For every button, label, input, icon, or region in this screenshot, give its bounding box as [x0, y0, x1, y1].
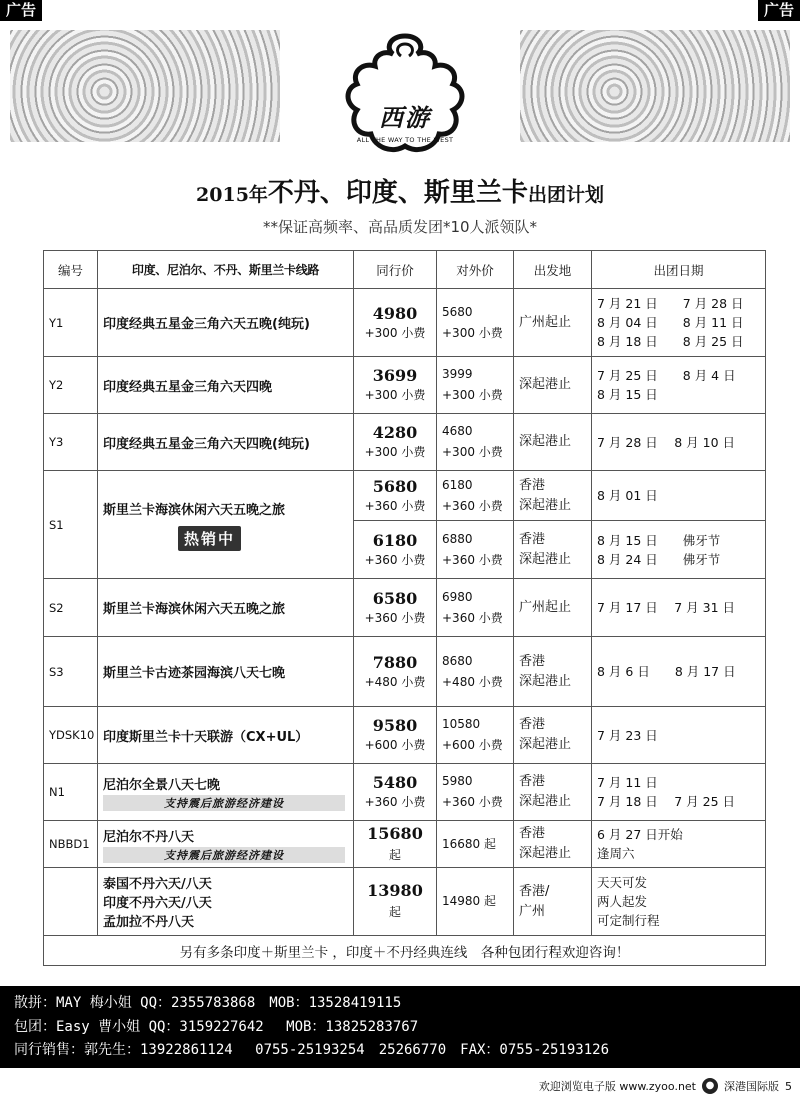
route-name: 斯里兰卡古迹茶园海滨八天七晚: [103, 666, 286, 681]
peer-tip-fee: +360 小费: [364, 795, 426, 809]
ext-price: 16680 起: [442, 836, 496, 851]
peer-price-cell: [354, 289, 437, 357]
ext-tip-fee: +300 小费: [442, 325, 503, 340]
departure-date: 8 月 01 日: [597, 488, 658, 503]
peer-price-cell: [354, 707, 437, 764]
depart-city: 香港 深起港止: [519, 826, 572, 861]
route-code: S1: [44, 471, 98, 579]
ad-tag-right: 广告: [758, 0, 800, 21]
dates-cell: [592, 471, 766, 521]
departure-date: 可定制行程: [597, 913, 660, 928]
header-ext-price: 对外价: [437, 251, 514, 289]
contact-line: 同行销售：郭先生：13922861124 0755-25193254 25266770 FAX：0755-25193126: [14, 1042, 610, 1058]
departure-date: 天天可发: [597, 875, 648, 890]
header-dates: 出团日期: [592, 251, 766, 289]
peer-price: [359, 881, 431, 922]
depart-cell: [514, 289, 592, 357]
table-row: [44, 637, 766, 707]
peer-price-cell: [354, 521, 437, 579]
route-name: 印度经典五星金三角六天四晚(纯玩): [103, 436, 310, 452]
ad-tag-left: 广告: [0, 0, 42, 21]
peer-price-number: 5680: [372, 476, 418, 496]
departure-date: 7 月 23 日: [597, 727, 658, 743]
peer-tip-fee: +360 小费: [364, 498, 426, 513]
ext-price: 6180: [442, 477, 473, 492]
peer-price-cell: [354, 821, 437, 868]
route-code: YDSK10: [44, 707, 98, 764]
route-name-cell: [98, 579, 354, 637]
departure-date: 两人起发: [597, 894, 648, 909]
table-row: [44, 821, 766, 868]
departure-date: 7 月 18 日 7 月 25 日: [597, 794, 736, 809]
table-row: [44, 414, 766, 471]
peer-price: [359, 304, 431, 324]
route-name: 印度斯里兰卡十天联游（CX+UL）: [103, 729, 309, 745]
peer-price-number: 15680: [367, 823, 423, 843]
ext-tip-fee: +360 小费: [442, 498, 503, 513]
ext-price-cell: [437, 414, 514, 471]
departure-date: 8 月 24 日 佛牙节: [597, 551, 721, 567]
header-banner: [10, 30, 790, 160]
ext-price-cell: [437, 357, 514, 414]
departure-date: 7 月 11 日: [597, 775, 658, 790]
dates-cell: [592, 579, 766, 637]
ext-tip-fee: +360 小费: [442, 795, 503, 809]
route-name-cell: [98, 707, 354, 764]
brand-logo: [335, 30, 475, 160]
depart-city: 广州起止: [519, 599, 572, 615]
ext-price-cell: [437, 579, 514, 637]
peer-tip-fee: +360 小费: [364, 610, 426, 625]
route-name: 泰国不丹六天/八天 印度不丹六天/八天 孟加拉不丹八天: [103, 877, 212, 930]
departure-date: 逢周六: [597, 846, 635, 861]
support-note: 支持震后旅游经济建设: [103, 847, 345, 863]
ext-tip-fee: +360 小费: [442, 610, 503, 625]
table-header-row: [44, 251, 766, 289]
peer-price-cell: [354, 764, 437, 821]
header-code: 编号: [44, 251, 98, 289]
ext-price-cell: [437, 637, 514, 707]
dates-cell: [592, 821, 766, 868]
route-name: 印度经典五星金三角六天四晚: [103, 379, 273, 395]
peer-price: [359, 653, 431, 673]
table-row: [44, 579, 766, 637]
table-row: [44, 289, 766, 357]
route-name-cell: [98, 357, 354, 414]
peer-price: [359, 773, 431, 793]
peer-price-number: 6180: [372, 530, 418, 550]
peer-price-cell: [354, 868, 437, 936]
route-name: 尼泊尔全景八天七晚: [103, 777, 221, 793]
route-code: Y2: [44, 357, 98, 414]
peer-tip-fee: +300 小费: [364, 388, 426, 402]
ext-price: 6980: [442, 589, 473, 604]
ext-price: 6880: [442, 531, 473, 546]
depart-cell: [514, 764, 592, 821]
page-subtitle: **保证高频率、高品质发团*10人派领队*: [262, 218, 538, 236]
ext-price-cell: [437, 821, 514, 868]
route-name-cell: [98, 289, 354, 357]
table-footer-row: [44, 936, 766, 966]
peer-price-number: 3699: [372, 366, 418, 385]
peer-tip-fee: +480 小费: [364, 674, 426, 689]
peer-price: [359, 824, 431, 865]
depart-cell: [514, 414, 592, 471]
route-code: S3: [44, 637, 98, 707]
departure-date: 8 月 18 日 8 月 25 日: [597, 334, 744, 349]
title-countries: 不丹、印度、斯里兰卡: [267, 178, 528, 208]
dates-cell: [592, 868, 766, 936]
route-name-cell: [98, 637, 354, 707]
support-note: 支持震后旅游经济建设: [103, 795, 345, 811]
route-name: 尼泊尔不丹八天: [103, 829, 195, 845]
departure-date: 7 月 28 日 8 月 10 日: [597, 434, 736, 450]
table-row: [44, 707, 766, 764]
logo-text: 西游: [379, 103, 431, 132]
route-code: N1: [44, 764, 98, 821]
departure-date: 8 月 6 日 8 月 17 日: [597, 664, 736, 679]
header-route: 印度、尼泊尔、不丹、斯里兰卡线路: [98, 251, 354, 289]
price-suffix: 起: [388, 847, 401, 862]
depart-cell: [514, 868, 592, 936]
departure-date: 6 月 27 日开始: [597, 827, 683, 842]
depart-city: 广州起止: [519, 314, 572, 330]
contact-footer: [0, 986, 800, 1068]
page-number: 5: [785, 1079, 792, 1093]
ext-price: 14980 起: [442, 894, 496, 908]
bottom-bar: [539, 1078, 792, 1094]
route-name-cell: [98, 471, 354, 579]
ext-price-cell: [437, 471, 514, 521]
ext-price: 5680: [442, 304, 473, 319]
peer-price: [359, 716, 431, 736]
table-body: [44, 289, 766, 966]
depart-cell: [514, 579, 592, 637]
ext-price: 5980: [442, 774, 473, 788]
peer-price-number: 5480: [372, 773, 418, 792]
decorative-swirl-left: [10, 30, 280, 142]
peer-price-cell: [354, 357, 437, 414]
header-depart: 出发地: [514, 251, 592, 289]
depart-city: 深起港止: [519, 434, 572, 449]
depart-city: 香港 深起港止: [519, 653, 572, 689]
route-name-cell: [98, 764, 354, 821]
contact-line: 包团：Easy 曹小姐 QQ：3159227642 MOB：13825283767: [14, 1018, 419, 1035]
itinerary-table: [43, 250, 766, 966]
departure-date: 8 月 15 日 佛牙节: [597, 532, 721, 548]
dates-cell: [592, 637, 766, 707]
peer-price-number: 4980: [372, 303, 418, 323]
title-year: 2015年: [196, 184, 268, 206]
ext-tip-fee: +480 小费: [442, 674, 503, 689]
newspaper-emblem-icon: ●: [702, 1078, 718, 1094]
departure-date: 7 月 25 日 8 月 4 日: [597, 368, 736, 383]
depart-cell: [514, 707, 592, 764]
route-name-cell: [98, 868, 354, 936]
ext-tip-fee: +300 小费: [442, 445, 503, 459]
peer-price-cell: [354, 414, 437, 471]
departure-date: 8 月 15 日: [597, 387, 658, 402]
dates-cell: [592, 707, 766, 764]
peer-price: [359, 531, 431, 551]
route-name-cell: [98, 821, 354, 868]
ext-price: 4680: [442, 424, 473, 438]
route-code: S2: [44, 579, 98, 637]
depart-cell: [514, 821, 592, 868]
price-suffix: 起: [388, 905, 401, 919]
table-row: [44, 357, 766, 414]
depart-city: 香港 深起港止: [519, 477, 572, 513]
depart-city: 香港/ 广州: [519, 883, 550, 919]
route-name: 斯里兰卡海滨休闲六天五晚之旅: [103, 502, 286, 518]
depart-city: 香港 深起港止: [519, 774, 572, 809]
peer-price-number: 6580: [372, 588, 418, 608]
consult-note: 另有多条印度＋斯里兰卡 ，印度＋不丹经典连线 各种包团行程欢迎咨询！: [44, 936, 766, 966]
depart-city: 香港 深起港止: [519, 717, 572, 752]
ext-price: 10580: [442, 717, 481, 731]
dates-cell: [592, 414, 766, 471]
header-peer-price: 同行价: [354, 251, 437, 289]
depart-city: 深起港止: [519, 377, 572, 392]
dates-cell: [592, 357, 766, 414]
depart-cell: [514, 357, 592, 414]
contact-line: 散拼：MAY 梅小姐 QQ：2355783868 MOB：13528419115: [14, 995, 402, 1011]
peer-price: [359, 477, 431, 497]
route-code: Y1: [44, 289, 98, 357]
departure-date: 7 月 17 日 7 月 31 日: [597, 600, 736, 615]
route-code: Y3: [44, 414, 98, 471]
depart-city: 香港 深起港止: [519, 531, 572, 567]
peer-price: [359, 589, 431, 609]
peer-price-cell: [354, 579, 437, 637]
route-code: NBBD1: [44, 821, 98, 868]
departure-date: 8 月 04 日 8 月 11 日: [597, 315, 744, 330]
peer-tip-fee: +300 小费: [364, 445, 426, 459]
website-text: 欢迎浏览电子版 www.zyoo.net: [538, 1080, 696, 1093]
ext-price: 3999: [442, 367, 473, 381]
peer-price-number: 9580: [372, 716, 418, 735]
table-row: [44, 764, 766, 821]
edition-label: 深港国际版: [724, 1080, 779, 1093]
ext-price-cell: [437, 289, 514, 357]
depart-cell: [514, 637, 592, 707]
dates-cell: [592, 764, 766, 821]
ext-price-cell: [437, 764, 514, 821]
route-name: 印度经典五星金三角六天五晚(纯玩): [103, 317, 310, 332]
dates-cell: [592, 521, 766, 579]
logo-subtext: ALL THE WAY TO THE WEST: [356, 136, 454, 144]
peer-price: [359, 423, 431, 443]
peer-price-number: 13980: [367, 881, 423, 900]
route-name: 斯里兰卡海滨休闲六天五晚之旅: [103, 602, 286, 617]
table-row: [44, 471, 766, 521]
peer-tip-fee: +360 小费: [364, 552, 426, 567]
peer-tip-fee: +300 小费: [364, 325, 426, 340]
decorative-swirl-right: [520, 30, 790, 142]
hot-sale-badge: 热销中: [178, 526, 241, 551]
peer-tip-fee: +600 小费: [364, 738, 426, 752]
ext-tip-fee: +600 小费: [442, 738, 503, 752]
ext-price-cell: [437, 707, 514, 764]
peer-price-number: 7880: [372, 652, 418, 672]
ext-tip-fee: +360 小费: [442, 552, 503, 567]
ext-price-cell: [437, 868, 514, 936]
page-title: [0, 176, 800, 213]
peer-price: [359, 366, 431, 386]
departure-date: 7 月 21 日 7 月 28 日: [597, 296, 744, 311]
route-code: [44, 868, 98, 936]
route-name-cell: [98, 414, 354, 471]
depart-cell: [514, 471, 592, 521]
peer-price-number: 4280: [372, 423, 418, 442]
peer-price-cell: [354, 471, 437, 521]
ext-tip-fee: +300 小费: [442, 388, 503, 402]
ext-price: 8680: [442, 653, 473, 668]
dates-cell: [592, 289, 766, 357]
peer-price-cell: [354, 637, 437, 707]
table-row: [44, 868, 766, 936]
depart-cell: [514, 521, 592, 579]
ext-price-cell: [437, 521, 514, 579]
title-suffix: 出团计划: [527, 184, 604, 206]
